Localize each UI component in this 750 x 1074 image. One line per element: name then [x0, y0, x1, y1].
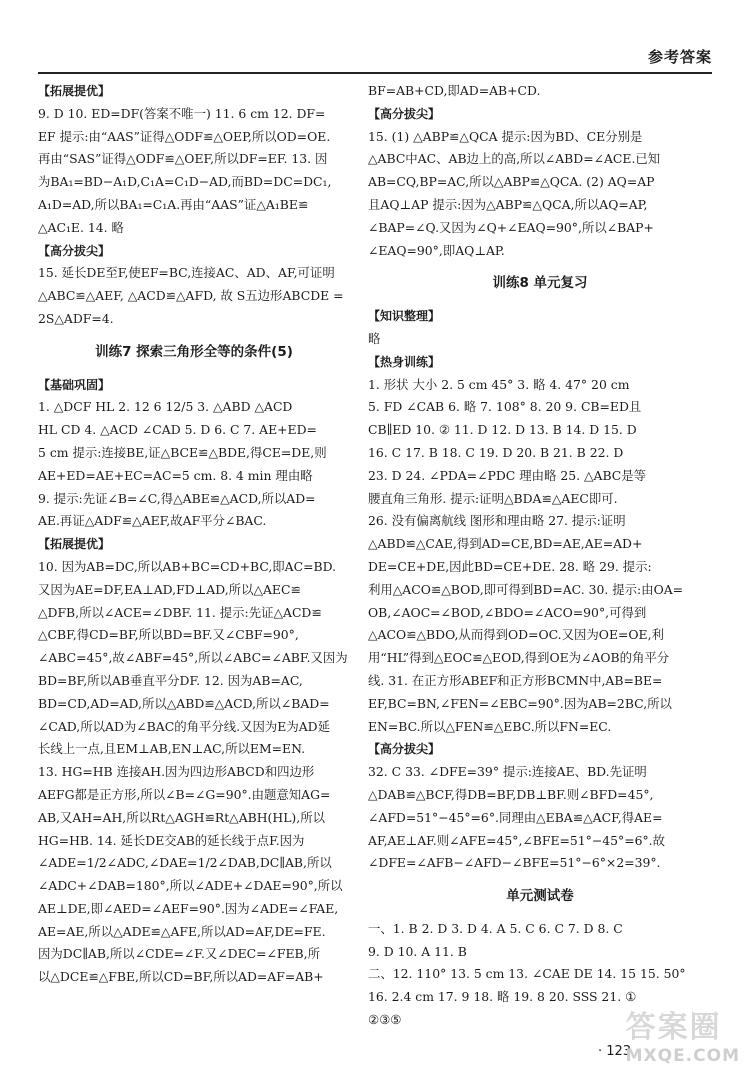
answer-line: ∠ADE=1/2∠ADC,∠DAE=1/2∠DAB,DC∥AB,所以: [38, 855, 332, 871]
answer-line: CB∥ED 10. ② 11. D 12. D 13. B 14. D 15. D: [368, 422, 637, 438]
answer-line: 9. 提示:先证∠B=∠C,得△ABE≌△ACD,所以AD=: [38, 490, 316, 506]
answer-line: 再由“SAS”证得△ODF≌△OEF,所以DF=EF. 13. 因: [38, 151, 328, 167]
answer-line: AB,又AH=AH,所以Rt△AGH≌Rt△ABH(HL),所以: [38, 809, 325, 825]
answer-line: AE+ED=AE+EC=AC=5 cm. 8. 4 min 理由略: [38, 467, 313, 483]
answer-line: DE=CE+DE,因此BD=CE+DE. 28. 略 29. 提示:: [368, 558, 652, 574]
section-heading: 【拓展提优】: [38, 84, 111, 98]
section-heading: 【高分拔尖】: [368, 742, 441, 757]
answer-line: △ABC≌△AEF, △ACD≌△AFD, 故 S五边形ABCDE =: [38, 288, 344, 304]
answer-line: ∠AFD=51°−45°=6°.同理由△EBA≌△ACF,得AE=: [368, 809, 663, 825]
answer-line: 23. D 24. ∠PDA=∠PDC 理由略 25. △ABC是等: [368, 467, 647, 483]
answer-line: 线. 31. 在正方形ABEF和正方形BCMN中,AB=BE=: [368, 672, 663, 688]
answer-line: 1. △DCF HL 2. 12 6 12/5 3. △ABD △ACD: [38, 399, 293, 415]
answer-line: ∠CAD,所以AD为∠BAC的角平分线.又因为E为AD延: [38, 718, 330, 734]
answer-line: △ABC中AC、AB边上的高,所以∠ABD=∠ACE.已知: [368, 151, 661, 167]
answer-line: 5. FD ∠CAB 6. 略 7. 108° 8. 20 9. CB=ED且: [368, 399, 642, 415]
answer-line: BD=BF,所以AB垂直平分DF. 12. 因为AB=AC,: [38, 672, 303, 688]
answer-line: ∠ABC=45°,故∠ABF=45°,所以∠ABC=∠ABF.又因为: [38, 650, 348, 666]
answer-line: EN=BC.所以△FEN≌△EBC.所以FN=EC.: [368, 718, 612, 734]
answer-line: HG=HB. 14. 延长DE交AB的延长线于点F.因为: [38, 832, 305, 848]
answer-line: 以△DCE≌△FBE,所以CD=BF,所以AD=AF=AB+: [38, 969, 324, 985]
answer-line: AE⊥DE,即∠AED=∠AEF=90°.因为∠ADE=∠FAE,: [38, 900, 339, 916]
chapter-title: 训练8 单元复习: [492, 275, 588, 292]
answer-line: 15. 延长DE至F,使EF=BC,连接AC、AD、AF,可证明: [38, 265, 335, 281]
watermark-url: MXQE.COM: [625, 1046, 740, 1066]
answer-line: 长线上一点,且EM⊥AB,EN⊥AC,所以EM=EN.: [38, 741, 306, 757]
answer-line: 略: [368, 330, 381, 346]
answer-line: AEFG都是正方形,所以∠B=∠G=90°.由题意知AG=: [38, 786, 331, 802]
right-column: [368, 80, 712, 1032]
answer-line: ∠ADC+∠DAB=180°,所以∠ADE+∠DAE=90°,所以: [38, 878, 343, 894]
section-heading: 【高分拔尖】: [38, 243, 111, 258]
answer-line: 5 cm 提示:连接BE,证△BCE≌△BDE,得CE=DE,则: [38, 444, 327, 460]
answer-line: ∠BAP=∠Q.又因为∠Q+∠EAQ=90°,所以∠BAP+: [368, 219, 654, 235]
answer-line: 因为DC∥AB,所以∠CDE=∠F.又∠DEC=∠FEB,所: [38, 946, 320, 962]
watermark: [626, 1002, 740, 1066]
answer-line: 10. 因为AB=DC,所以AB+BC=CD+BC,即AC=BD.: [38, 558, 337, 574]
answer-line: ∠DFE=∠AFB−∠AFD−∠BFE=51°−6°×2=39°.: [368, 855, 661, 871]
answer-line: ∠EAQ=90°,即AQ⊥AP.: [368, 242, 505, 258]
answer-line: △DAB≌△BCF,得DB=BF,DB⊥BF.则∠BFD=45°,: [368, 786, 654, 802]
answer-line: 9. D 10. A 11. B: [368, 943, 467, 959]
answer-line: 二、12. 110° 13. 5 cm 13. ∠CAE DE 14. 15 15. 50°: [368, 966, 686, 982]
header-title: 参考答案: [647, 48, 712, 66]
answer-line: 且AQ⊥AP 提示:因为△ABP≌△QCA,所以AQ=AP,: [368, 196, 648, 212]
answer-line: AB=CQ,BP=AC,所以△ABP≌△QCA. (2) AQ=AP: [368, 174, 655, 190]
answer-line: ②③⑤: [368, 1012, 402, 1028]
answer-line: 13. HG=HB 连接AH.因为四边形ABCD和四边形: [38, 764, 315, 780]
answer-line: 又因为AE=DF,EA⊥AD,FD⊥AD,所以△AEC≌: [38, 581, 301, 597]
answer-line: 2S△ADF=4.: [38, 310, 114, 326]
left-column: [38, 80, 350, 989]
answer-line: EF,BC=BN,∠FEN=∠EBC=90°.因为AB=2BC,所以: [368, 695, 672, 711]
chapter-title: 单元测试卷: [506, 888, 574, 905]
answer-line: 利用△ACO≌△BOD,即可得到BD=AC. 30. 提示:由OA=: [368, 581, 684, 597]
answer-line: △CBF,得CD=BF,所以BD=BF.又∠CBF=90°,: [38, 627, 299, 643]
answer-line: 16. 2.4 cm 17. 9 18. 略 19. 8 20. SSS 21. ①: [368, 989, 637, 1005]
answer-line: EF 提示:由“AAS”证得△ODF≌△OEP,所以OD=OE.: [38, 128, 331, 144]
answer-line: 一、1. B 2. D 3. D 4. A 5. C 6. C 7. D 8. C: [368, 920, 623, 936]
section-heading: 【热身训练】: [368, 354, 441, 369]
answer-line: △DFB,所以∠ACE=∠DBF. 11. 提示:先证△ACD≌: [38, 604, 322, 620]
section-heading: 【拓展提优】: [38, 537, 111, 552]
page-header: [38, 44, 712, 74]
section-heading: 【知识整理】: [368, 309, 441, 324]
answer-line: HL CD 4. △ACD ∠CAD 5. D 6. C 7. AE+ED=: [38, 422, 317, 438]
answer-line: BF=AB+CD,即AD=AB+CD.: [368, 83, 541, 98]
answer-line: 腰直角三角形. 提示:证明△BDA≌△AEC即可.: [368, 490, 618, 506]
answer-line: △AC₁E. 14. 略: [38, 219, 124, 235]
answer-line: 9. D 10. ED=DF(答案不唯一) 11. 6 cm 12. DF=: [38, 105, 326, 121]
answer-line: 1. 形状 大小 2. 5 cm 45° 3. 略 4. 47° 20 cm: [368, 376, 630, 392]
answer-line: BD=CD,AD=AD,所以△ABD≌△ACD,所以∠BAD=: [38, 695, 330, 711]
answer-line: 15. (1) △ABP≌△QCA 提示:因为BD、CE分别是: [368, 128, 643, 144]
chapter-title: 训练7 探索三角形全等的条件(5): [95, 343, 293, 360]
answer-line: AF,AE⊥AF.则∠AFE=45°,∠BFE=51°−45°=6°.故: [368, 832, 666, 848]
page-number: · 123 ·: [598, 1044, 640, 1059]
answer-line: OB,∠AOC=∠BOD,∠BDO=∠ACO=90°,可得到: [368, 604, 647, 620]
answer-line: △ACO≌△BDO,从而得到OD=OC.又因为OE=OE,利: [368, 627, 664, 643]
answer-line: 16. C 17. B 18. C 19. D 20. B 21. B 22. D: [368, 444, 624, 460]
answer-line: 26. 没有偏离航线 图形和理由略 27. 提示:证明: [368, 513, 626, 529]
section-heading: 【基础巩固】: [38, 377, 111, 392]
answer-line: AE=AE,所以△ADE≌△AFE,所以AD=AF,DE=FE.: [38, 923, 326, 939]
answer-line: 32. C 33. ∠DFE=39° 提示:连接AE、BD.先证明: [368, 764, 647, 780]
section-heading: 【高分拔尖】: [368, 106, 441, 121]
answer-line: AE.再证△ADF≌△AEF,故AF平分∠BAC.: [38, 513, 267, 529]
answer-line: △ABD≌△CAE,得到AD=CE,BD=AE,AE=AD+: [368, 536, 643, 552]
watermark-logo: 答案圈: [625, 1010, 722, 1045]
answer-line: A₁D=AD,所以BA₁=C₁A.再由“AAS”证△A₁BE≌: [38, 196, 309, 212]
answer-line: 用“HL”得到△EOC≌△EOD,得到OE为∠AOB的角平分: [368, 650, 670, 666]
answer-line: 为BA₁=BD−A₁D,C₁A=C₁D−AD,而BD=DC=DC₁,: [38, 174, 332, 190]
